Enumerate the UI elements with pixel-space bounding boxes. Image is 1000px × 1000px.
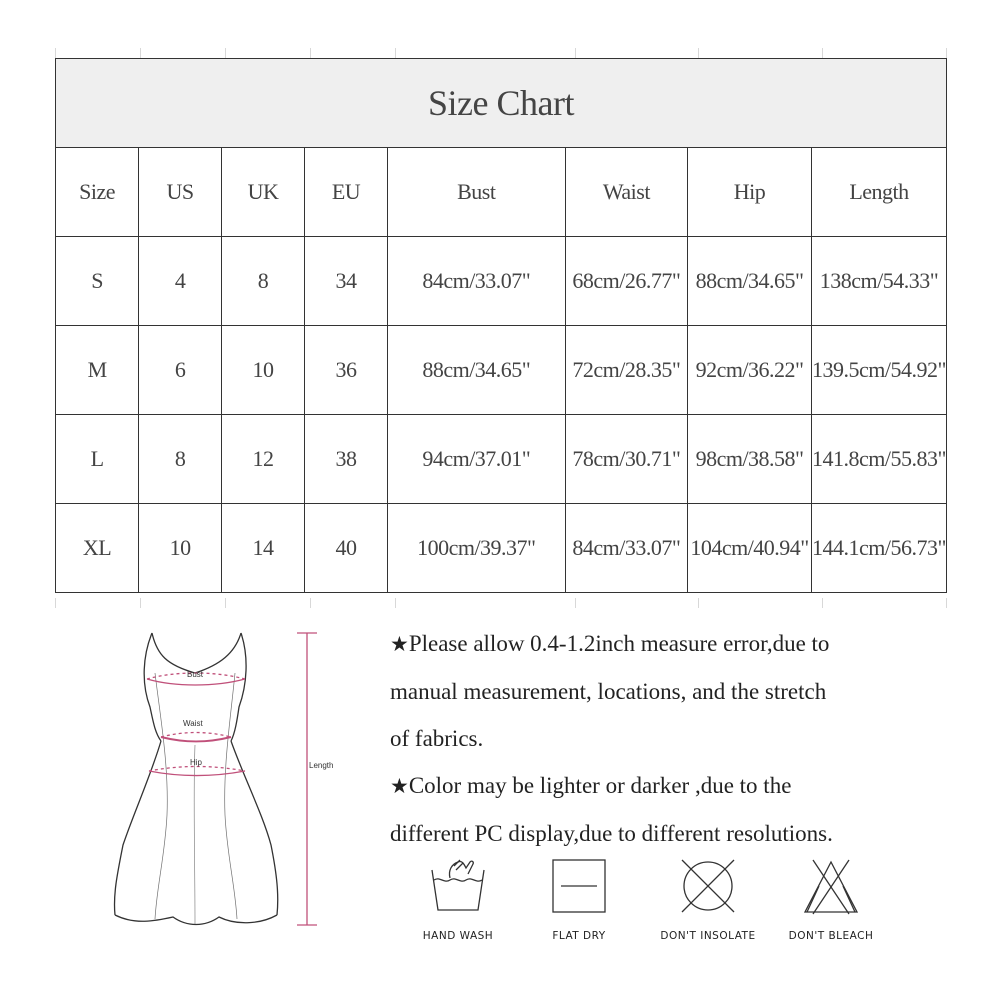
care-item-dont-insolate <box>648 856 768 942</box>
note-line: of fabrics. <box>390 726 484 751</box>
guide-tick <box>55 598 56 608</box>
star-icon: ★ <box>390 632 409 656</box>
guide-tick <box>575 598 576 608</box>
guide-tick <box>395 48 396 58</box>
guide-tick <box>946 598 947 608</box>
care-item-hand-wash <box>398 856 518 942</box>
care-item-flat-dry <box>519 856 639 942</box>
header-cell: Bust <box>387 148 565 237</box>
header-cell: US <box>139 148 222 237</box>
note-line <box>390 762 950 810</box>
table-row <box>56 237 947 326</box>
note-text: Please allow 0.4-1.2inch measure error,due to <box>408 631 830 656</box>
notes-block <box>390 620 950 857</box>
table-cell: M <box>56 326 139 415</box>
table-cell: 84cm/33.07" <box>565 504 687 593</box>
guide-tick <box>225 598 226 608</box>
table-cell: 92cm/36.22" <box>688 326 812 415</box>
care-label: DON'T INSOLATE <box>660 930 756 942</box>
table-cell: 88cm/34.65" <box>688 237 812 326</box>
table-cell: 14 <box>222 504 305 593</box>
guide-tick <box>395 598 396 608</box>
table-cell: 138cm/54.33" <box>811 237 946 326</box>
hand-wash-icon <box>426 856 490 916</box>
dont-insolate-icon <box>676 856 740 916</box>
table-cell: XL <box>56 504 139 593</box>
table-cell: 144.1cm/56.73" <box>811 504 946 593</box>
table-cell: 141.8cm/55.83" <box>811 415 946 504</box>
header-cell: Length <box>811 148 946 237</box>
guide-tick <box>55 48 56 58</box>
care-label: DON'T BLEACH <box>788 930 874 942</box>
care-label: HAND WASH <box>422 930 494 942</box>
guide-tick <box>822 48 823 58</box>
header-row <box>56 148 947 237</box>
table-cell: 104cm/40.94" <box>688 504 812 593</box>
table-cell: 12 <box>222 415 305 504</box>
table-title: Size Chart <box>56 59 947 148</box>
table-cell: 8 <box>222 237 305 326</box>
star-icon: ★ <box>390 774 409 798</box>
header-cell: EU <box>305 148 388 237</box>
table-cell: 88cm/34.65" <box>387 326 565 415</box>
guide-tick <box>575 48 576 58</box>
measure-lines <box>147 633 317 925</box>
table-cell: 38 <box>305 415 388 504</box>
waist-label: Waist <box>183 719 203 728</box>
table-cell: 4 <box>139 237 222 326</box>
guide-tick <box>310 48 311 58</box>
table-row <box>56 326 947 415</box>
care-item-dont-bleach <box>771 856 891 942</box>
dress-diagram <box>95 625 385 935</box>
guide-tick <box>822 598 823 608</box>
table-cell: 8 <box>139 415 222 504</box>
table-cell: 10 <box>222 326 305 415</box>
header-cell: UK <box>222 148 305 237</box>
flat-dry-icon <box>547 856 611 916</box>
guide-tick <box>140 598 141 608</box>
table-cell: 78cm/30.71" <box>565 415 687 504</box>
table-cell: 34 <box>305 237 388 326</box>
table-row <box>56 504 947 593</box>
size-table <box>55 58 947 593</box>
header-cell: Size <box>56 148 139 237</box>
table-cell: 100cm/39.37" <box>387 504 565 593</box>
table-cell: 40 <box>305 504 388 593</box>
table-cell: 36 <box>305 326 388 415</box>
table-cell: 139.5cm/54.92" <box>811 326 946 415</box>
length-label: Length <box>309 761 334 770</box>
table-cell: 98cm/38.58" <box>688 415 812 504</box>
table-cell: 6 <box>139 326 222 415</box>
header-cell: Hip <box>688 148 812 237</box>
note-line <box>390 620 950 668</box>
table-cell: 84cm/33.07" <box>387 237 565 326</box>
table-cell: 10 <box>139 504 222 593</box>
bust-label: Bust <box>187 670 204 679</box>
note-line: different PC display,due to different resolutions. <box>390 821 833 846</box>
table-cell: S <box>56 237 139 326</box>
guide-tick <box>225 48 226 58</box>
guide-tick <box>698 48 699 58</box>
table-row <box>56 415 947 504</box>
table-cell: 68cm/26.77" <box>565 237 687 326</box>
guide-tick <box>946 48 947 58</box>
guide-tick <box>698 598 699 608</box>
care-label: FLAT DRY <box>552 930 606 942</box>
header-cell: Waist <box>565 148 687 237</box>
note-text: Color may be lighter or darker ,due to the <box>408 773 792 798</box>
table-cell: 72cm/28.35" <box>565 326 687 415</box>
guide-tick <box>310 598 311 608</box>
table-cell: L <box>56 415 139 504</box>
guide-tick <box>140 48 141 58</box>
table-cell: 94cm/37.01" <box>387 415 565 504</box>
hip-label: Hip <box>190 758 203 767</box>
note-line: manual measurement, locations, and the stretch <box>390 679 827 704</box>
dont-bleach-icon <box>799 856 863 916</box>
